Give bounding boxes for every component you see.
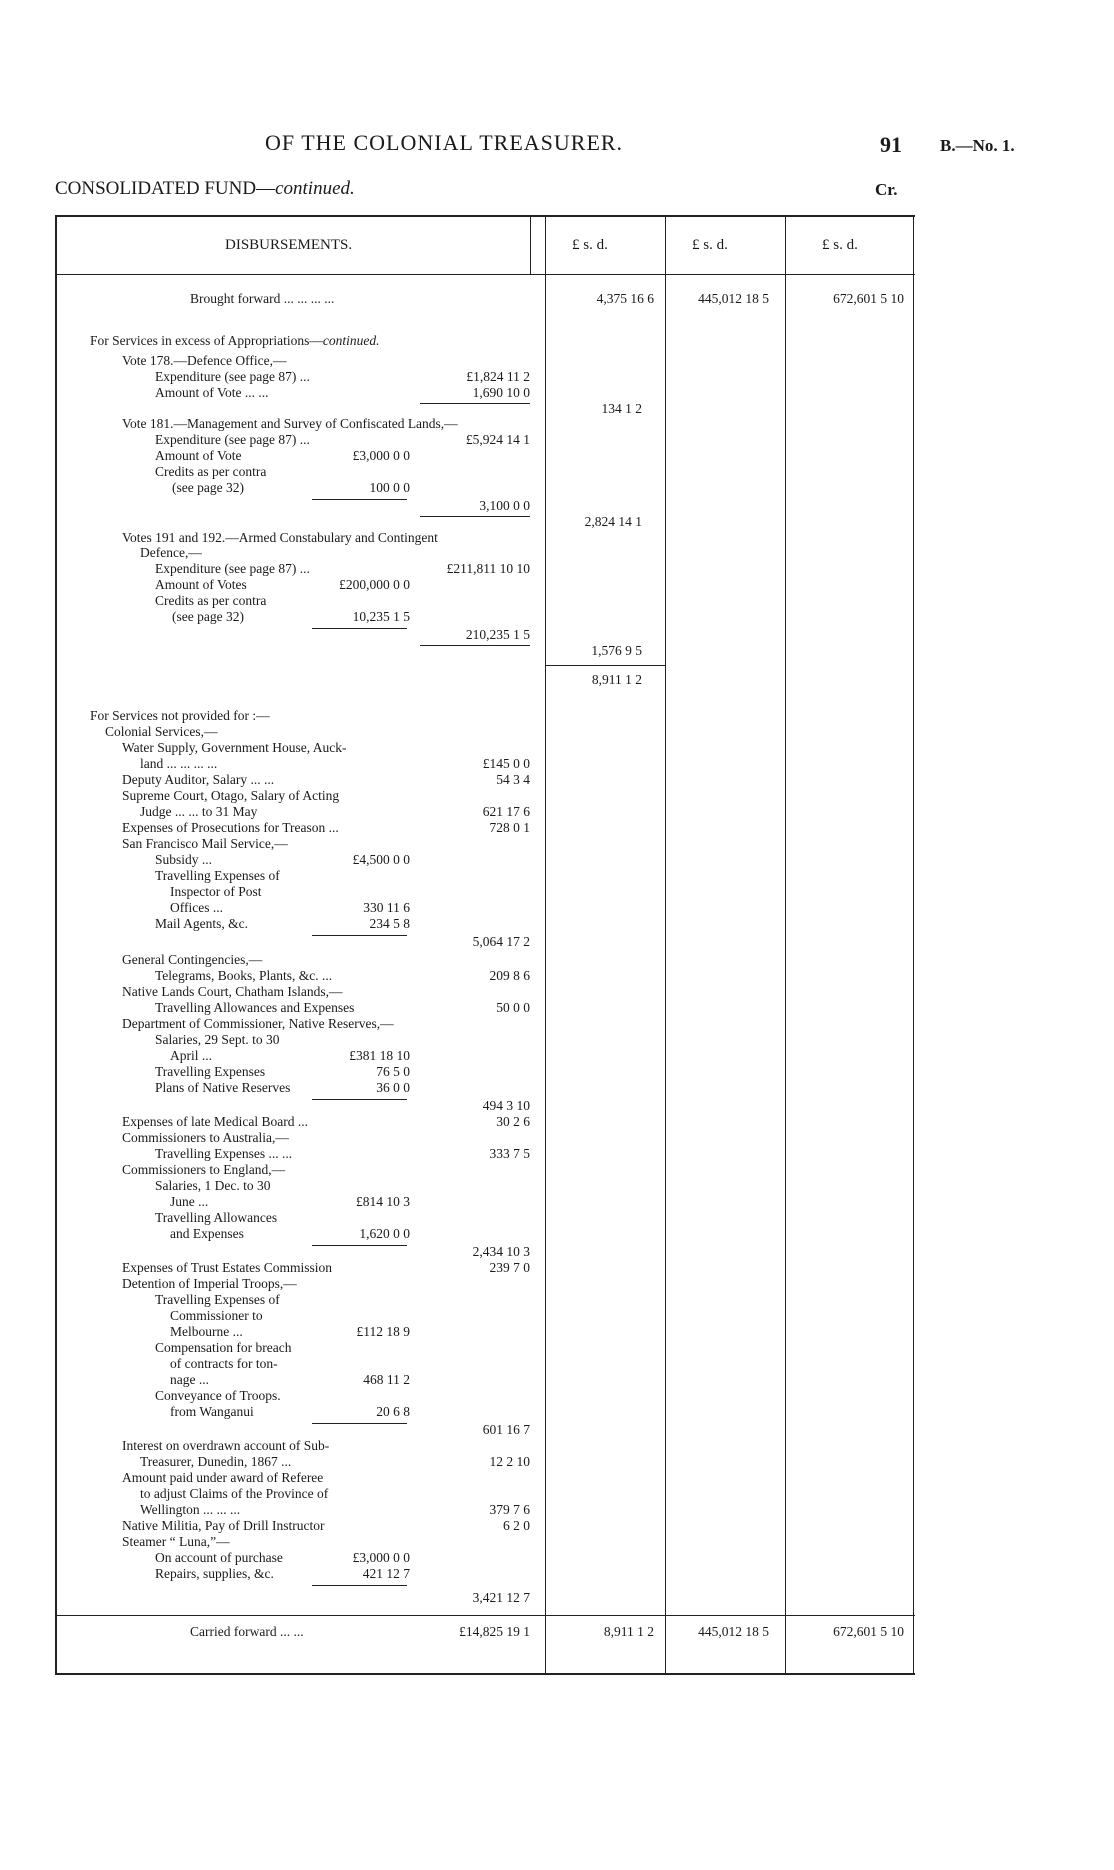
nr-salaries-amount: £381 18 10 bbox=[349, 1048, 410, 1063]
fund-continued: continued. bbox=[275, 178, 355, 199]
troops-rule bbox=[312, 1423, 407, 1424]
vote-181-vote-amount: £3,000 0 0 bbox=[352, 448, 410, 463]
medical-board-amount: 30 2 6 bbox=[496, 1114, 530, 1129]
supreme-court-amount: 621 17 6 bbox=[482, 804, 530, 819]
not-provided-heading: For Services not provided for :— bbox=[90, 708, 270, 723]
water-supply-amount: £145 0 0 bbox=[482, 756, 530, 771]
deputy-auditor-amount: 54 3 4 bbox=[496, 772, 530, 787]
luna-repairs-amount: 421 12 7 bbox=[362, 1566, 410, 1581]
nr-plans: Plans of Native Reserves bbox=[155, 1080, 291, 1095]
sf-travel-amount: 330 11 6 bbox=[363, 900, 410, 915]
compensation-amount: 468 11 2 bbox=[363, 1372, 410, 1387]
compensation-2: of contracts for ton- bbox=[170, 1356, 278, 1371]
nr-travel-amount: 76 5 0 bbox=[376, 1064, 410, 1079]
vote-178-rule bbox=[420, 403, 530, 404]
vote-181-credits-amount: 100 0 0 bbox=[369, 480, 410, 495]
australia-travel: Travelling Expenses ... ... bbox=[155, 1146, 293, 1161]
medical-board: Expenses of late Medical Board ... bbox=[122, 1114, 308, 1129]
votes-191-192-sum: 210,235 1 5 bbox=[465, 627, 530, 642]
luna-rule bbox=[312, 1585, 407, 1586]
troops-travel-2: Commissioner to bbox=[170, 1308, 263, 1323]
votes-191-192-total: 1,576 9 5 bbox=[591, 643, 642, 658]
votes-191-192-rule bbox=[420, 645, 530, 646]
vote-181-see-page: (see page 32) bbox=[172, 480, 244, 495]
document-reference: B.—No. 1. bbox=[940, 136, 1015, 155]
award-3: Wellington ... ... ... bbox=[140, 1502, 241, 1517]
england-rule bbox=[312, 1245, 407, 1246]
carried-forward-c3: 672,601 5 10 bbox=[833, 1624, 904, 1639]
votes-191-192-see-page: (see page 32) bbox=[172, 609, 244, 624]
telegrams: Telegrams, Books, Plants, &c. ... bbox=[155, 968, 333, 983]
deputy-auditor: Deputy Auditor, Salary ... ... bbox=[122, 772, 275, 787]
brought-forward-c1: 4,375 16 6 bbox=[596, 291, 654, 306]
nr-rule bbox=[312, 1099, 407, 1100]
column-3-heading: £ s. d. bbox=[822, 237, 858, 253]
vote-181-sum: 3,100 0 0 bbox=[479, 498, 530, 513]
vote-178-vote-amount: 1,690 10 0 bbox=[472, 385, 530, 400]
carried-forward-top-rule bbox=[55, 1615, 915, 1616]
nr-salaries-2: April ... bbox=[170, 1048, 212, 1063]
column-2-heading: £ s. d. bbox=[692, 237, 728, 253]
troops-travel-3: Melbourne ... bbox=[170, 1324, 243, 1339]
page-title: OF THE COLONIAL TREASURER. bbox=[265, 130, 624, 155]
native-militia: Native Militia, Pay of Drill Instructor bbox=[122, 1518, 325, 1533]
steamer-luna: Steamer “ Luna,”— bbox=[122, 1534, 230, 1549]
sf-travel-3: Offices ... bbox=[170, 900, 223, 915]
troops-travel-1: Travelling Expenses of bbox=[155, 1292, 280, 1307]
page-number: 91 bbox=[880, 132, 902, 157]
water-supply-2: land ... ... ... ... bbox=[140, 756, 218, 771]
vote-181-expenditure-amount: £5,924 14 1 bbox=[465, 432, 530, 447]
conveyance-2: from Wanganui bbox=[170, 1404, 254, 1419]
vote-181-expenditure: Expenditure (see page 87) ... bbox=[155, 432, 310, 447]
conveyance-amount: 20 6 8 bbox=[376, 1404, 410, 1419]
supreme-court-1: Supreme Court, Otago, Salary of Acting bbox=[122, 788, 340, 803]
vote-181-amount-of-vote: Amount of Vote bbox=[155, 448, 242, 463]
native-reserves-dept: Department of Commissioner, Native Reserves,— bbox=[122, 1016, 394, 1031]
vote-178-expenditure: Expenditure (see page 87) ... bbox=[155, 369, 310, 384]
votes-191-192-credits-amount: 10,235 1 5 bbox=[352, 609, 410, 624]
treason-amount: 728 0 1 bbox=[489, 820, 530, 835]
supreme-court-2: Judge ... ... to 31 May bbox=[140, 804, 258, 819]
luna-purchase: On account of purchase bbox=[155, 1550, 283, 1565]
excess-heading bbox=[90, 333, 379, 348]
votes-191-192-expenditure: Expenditure (see page 87) ... bbox=[155, 561, 310, 576]
carried-forward-c1: 8,911 1 2 bbox=[603, 1624, 654, 1639]
compensation-3: nage ... bbox=[170, 1372, 209, 1387]
desc-amount-rule bbox=[530, 215, 531, 275]
sf-rule bbox=[312, 935, 407, 936]
compensation-1: Compensation for breach bbox=[155, 1340, 292, 1355]
excess-subtotal: 8,911 1 2 bbox=[591, 672, 642, 687]
vote-178-expenditure-amount: £1,824 11 2 bbox=[466, 369, 530, 384]
water-supply-1: Water Supply, Government House, Auck- bbox=[122, 740, 347, 755]
sf-sum: 5,064 17 2 bbox=[472, 934, 530, 949]
england-travel-2: and Expenses bbox=[170, 1226, 244, 1241]
votes-191-192-credits: Credits as per contra bbox=[155, 593, 267, 608]
votes-191-192-vote-amount: £200,000 0 0 bbox=[339, 577, 410, 592]
column-1-heading: £ s. d. bbox=[572, 237, 608, 253]
general-contingencies: General Contingencies,— bbox=[122, 952, 263, 967]
column-rule-4 bbox=[913, 215, 914, 1675]
brought-forward-label: Brought forward ... ... ... ... bbox=[190, 291, 335, 306]
native-travel-amount: 50 0 0 bbox=[496, 1000, 530, 1015]
carried-forward-label: Carried forward ... ... bbox=[190, 1624, 304, 1639]
imperial-troops: Detention of Imperial Troops,— bbox=[122, 1276, 297, 1291]
sf-mail-agents: Mail Agents, &c. bbox=[155, 916, 248, 931]
sf-subsidy-amount: £4,500 0 0 bbox=[352, 852, 410, 867]
conveyance-1: Conveyance of Troops. bbox=[155, 1388, 281, 1403]
sf-travel-2: Inspector of Post bbox=[170, 884, 262, 899]
sf-mail-service: San Francisco Mail Service,— bbox=[122, 836, 288, 851]
trust-estates-amount: 239 7 0 bbox=[489, 1260, 530, 1275]
award-amount: 379 7 6 bbox=[489, 1502, 530, 1517]
excess-heading-text: For Services in excess of Appropriations— bbox=[90, 333, 323, 348]
england-salaries-1: Salaries, 1 Dec. to 30 bbox=[155, 1178, 271, 1193]
vote-181-inner-rule bbox=[312, 499, 407, 500]
vote-178-total: 134 1 2 bbox=[601, 401, 642, 416]
award-2: to adjust Claims of the Province of bbox=[140, 1486, 329, 1501]
native-lands-court: Native Lands Court, Chatham Islands,— bbox=[122, 984, 343, 999]
fund-name: CONSOLIDATED FUND— bbox=[55, 178, 276, 199]
votes-191-192-amount-of-votes: Amount of Votes bbox=[155, 577, 247, 592]
sf-subsidy: Subsidy ... bbox=[155, 852, 213, 867]
vote-178-title: Vote 178.—Defence Office,— bbox=[122, 353, 287, 368]
telegrams-amount: 209 8 6 bbox=[489, 968, 530, 983]
england-salaries-amount: £814 10 3 bbox=[356, 1194, 410, 1209]
column-rule-2 bbox=[665, 215, 666, 1675]
troops-travel-amount: £112 18 9 bbox=[356, 1324, 410, 1339]
nr-travel: Travelling Expenses bbox=[155, 1064, 266, 1079]
vote-181-total: 2,824 14 1 bbox=[584, 514, 642, 529]
treason-expenses: Expenses of Prosecutions for Treason ... bbox=[122, 820, 339, 835]
vote-178-amount-of-vote: Amount of Vote ... ... bbox=[155, 385, 269, 400]
votes-191-192-title-cont: Defence,— bbox=[140, 545, 202, 560]
luna-purchase-amount: £3,000 0 0 bbox=[352, 1550, 410, 1565]
sf-mail-agents-amount: 234 5 8 bbox=[369, 916, 410, 931]
england-travel-amount: 1,620 0 0 bbox=[359, 1226, 410, 1241]
vote-181-rule bbox=[420, 516, 530, 517]
vote-181-credits: Credits as per contra bbox=[155, 464, 267, 479]
england-sum: 2,434 10 3 bbox=[472, 1244, 530, 1259]
disbursements-heading: DISBURSEMENTS. bbox=[225, 237, 353, 253]
carried-forward-c2: 445,012 18 5 bbox=[698, 1624, 769, 1639]
native-militia-amount: 6 2 0 bbox=[503, 1518, 530, 1533]
carried-forward-desc-amount: £14,825 19 1 bbox=[459, 1624, 530, 1639]
commissioners-england: Commissioners to England,— bbox=[122, 1162, 286, 1177]
award-1: Amount paid under award of Referee bbox=[122, 1470, 324, 1485]
column-rule-1 bbox=[545, 215, 546, 1675]
credit-side-label: Cr. bbox=[875, 180, 898, 199]
vote-181-title: Vote 181.—Management and Survey of Confiscated Lands,— bbox=[122, 416, 458, 431]
column-rule-3 bbox=[785, 215, 786, 1675]
england-salaries-2: June ... bbox=[170, 1194, 209, 1209]
trust-estates: Expenses of Trust Estates Commission bbox=[122, 1260, 333, 1275]
votes-191-192-expenditure-amount: £211,811 10 10 bbox=[446, 561, 530, 576]
native-travel: Travelling Allowances and Expenses bbox=[155, 1000, 355, 1015]
nr-salaries-1: Salaries, 29 Sept. to 30 bbox=[155, 1032, 280, 1047]
votes-191-192-title: Votes 191 and 192.—Armed Constabulary and Contingent bbox=[122, 530, 438, 545]
luna-repairs: Repairs, supplies, &c. bbox=[155, 1566, 274, 1581]
votes-191-192-inner-rule bbox=[312, 628, 407, 629]
excess-heading-continued: continued. bbox=[322, 333, 380, 348]
brought-forward-c3: 672,601 5 10 bbox=[833, 291, 904, 306]
troops-sum: 601 16 7 bbox=[482, 1422, 530, 1437]
interest-1: Interest on overdrawn account of Sub- bbox=[122, 1438, 330, 1453]
fund-heading bbox=[55, 178, 355, 200]
nr-sum: 494 3 10 bbox=[482, 1098, 530, 1113]
colonial-services: Colonial Services,— bbox=[105, 724, 218, 739]
excess-subtotal-rule bbox=[545, 665, 665, 666]
sf-travel-1: Travelling Expenses of bbox=[155, 868, 280, 883]
nr-plans-amount: 36 0 0 bbox=[376, 1080, 410, 1095]
interest-2: Treasurer, Dunedin, 1867 ... bbox=[140, 1454, 292, 1469]
australia-travel-amount: 333 7 5 bbox=[489, 1146, 530, 1161]
table-left-rule bbox=[55, 215, 57, 1675]
england-travel-1: Travelling Allowances bbox=[155, 1210, 278, 1225]
luna-sum: 3,421 12 7 bbox=[472, 1590, 530, 1605]
interest-amount: 12 2 10 bbox=[489, 1454, 530, 1469]
commissioners-australia: Commissioners to Australia,— bbox=[122, 1130, 289, 1145]
brought-forward-c2: 445,012 18 5 bbox=[698, 291, 769, 306]
